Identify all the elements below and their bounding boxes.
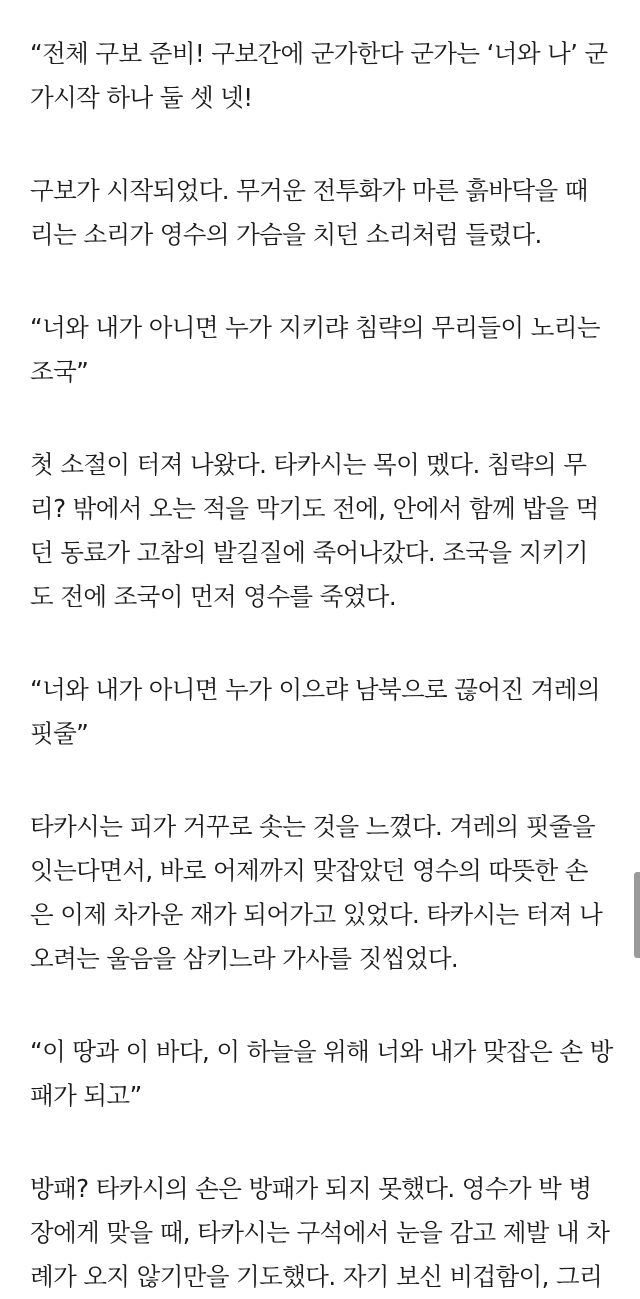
text-line: “이 땅과 이 바다, 이 하늘을 위해 너와 내가 맞잡은 손 방 — [30, 1037, 613, 1066]
text-line: 장에게 맞을 때, 타카시는 구석에서 눈을 감고 제발 내 차 — [30, 1218, 610, 1247]
text-line: 던 동료가 고참의 발길질에 죽어나갔다. 조국을 지키기 — [30, 538, 588, 567]
text-line: 리는 소리가 영수의 가슴을 치던 소리처럼 들렸다. — [30, 220, 542, 249]
paragraph — [30, 805, 602, 981]
paragraph — [30, 443, 599, 619]
text-line: 오려는 울음을 삼키느라 가사를 짓씹었다. — [30, 944, 459, 973]
text-line: 패가 되고” — [30, 1081, 142, 1110]
text-line: “너와 내가 아니면 누가 지키랴 침략의 무리들이 노리는 — [30, 313, 600, 342]
text-line: 구보가 시작되었다. 무거운 전투화가 마른 흙바닥을 때 — [30, 176, 588, 205]
text-line: “너와 내가 아니면 누가 이으랴 남북으로 끊어진 겨레의 — [30, 675, 600, 704]
text-line: 핏줄” — [30, 719, 89, 748]
paragraph — [30, 1167, 609, 1299]
paragraph — [30, 668, 600, 756]
paragraph — [30, 32, 608, 120]
scrollbar-thumb[interactable] — [634, 872, 640, 958]
text-line: 조국” — [30, 357, 89, 386]
text-line: “전체 구보 준비! 구보간에 군가한다 군가는 ‘너와 나’ 군 — [30, 39, 608, 68]
text-line: 리? 밖에서 오는 적을 막기도 전에, 안에서 함께 밥을 먹 — [30, 494, 599, 523]
text-line: 례가 오지 않기만을 기도했다. 자기 보신 비겁함이, 그리 — [30, 1262, 603, 1291]
text-line: 잇는다면서, 바로 어제까지 맞잡았던 영수의 따뜻한 손 — [30, 856, 588, 885]
paragraph — [30, 306, 600, 394]
text-line: 가시작 하나 둘 셋 넷! — [30, 83, 253, 112]
text-line: 은 이제 차가운 재가 되어가고 있었다. 타카시는 터져 나 — [30, 900, 603, 929]
paragraph — [30, 169, 588, 257]
text-line: 방패? 타카시의 손은 방패가 되지 못했다. 영수가 박 병 — [30, 1174, 592, 1203]
text-line: 타카시는 피가 거꾸로 솟는 것을 느꼈다. 겨레의 핏줄을 — [30, 812, 595, 841]
text-line: 도 전에 조국이 먼저 영수를 죽였다. — [30, 582, 397, 611]
paragraph — [30, 1030, 613, 1118]
text-line: 첫 소절이 터져 나왔다. 타카시는 목이 멨다. 침략의 무 — [30, 450, 587, 479]
